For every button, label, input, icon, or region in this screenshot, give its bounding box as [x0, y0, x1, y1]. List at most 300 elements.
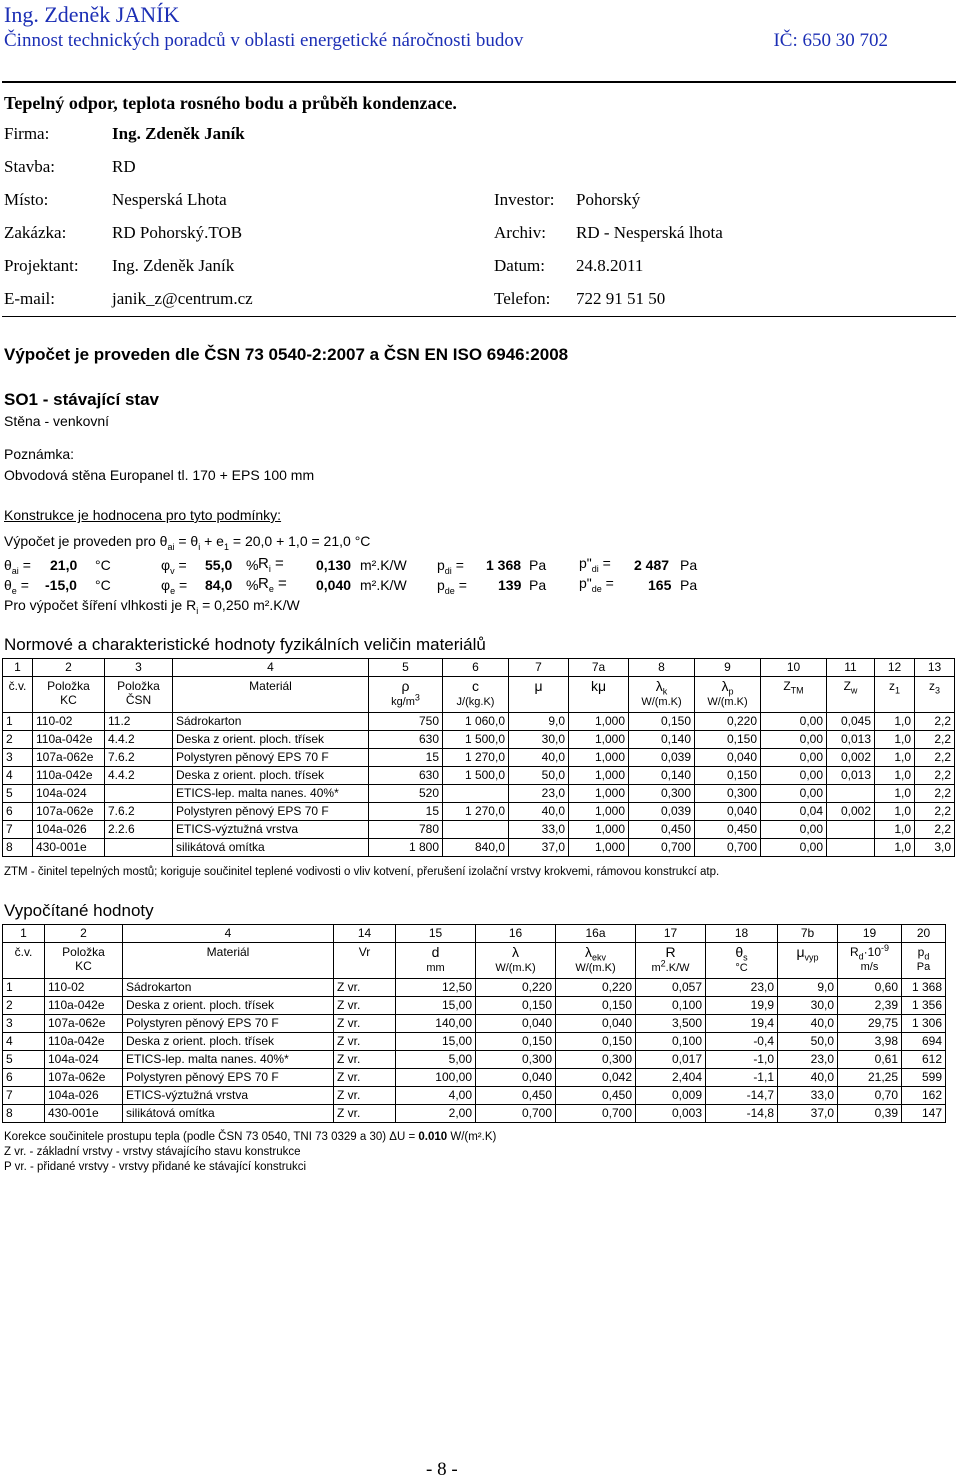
materials-cell-z-w: 0,002: [827, 749, 875, 767]
computed-cell-lambda-ekv: 0,040: [556, 1015, 636, 1033]
computed-cell-lambda: 0,150: [476, 1033, 556, 1051]
computed-cell-pd: 612: [902, 1051, 946, 1069]
phi-v-unit: %: [246, 557, 259, 573]
table-row: [3, 803, 955, 821]
materials-cell-mu: 23,0: [509, 785, 569, 803]
computed-colnum: 15: [396, 925, 476, 943]
materials-colnum: 13: [915, 659, 955, 677]
conditions-text-3: + e: [200, 533, 224, 549]
p-sat-di-label: $p"_{di}$ =: [579, 555, 611, 574]
conditions-sub-i: i: [198, 541, 201, 552]
computed-cell-theta-s: 23,0: [706, 979, 778, 997]
computed-cell-thickness: 100,00: [396, 1069, 476, 1087]
computed-cell-theta-s: -0,4: [706, 1033, 778, 1051]
materials-colnum: 7: [509, 659, 569, 677]
computed-colnum: 2: [45, 925, 123, 943]
document-title: Tepelný odpor, teplota rosného bodu a průběh kondenzace.: [4, 93, 457, 113]
computed-cell-lambda-ekv: 0,220: [556, 979, 636, 997]
p-sat-di-unit: Pa: [680, 557, 698, 573]
materials-cell-z-tm: 0,00: [761, 839, 827, 857]
misto-label: Místo:: [4, 190, 49, 209]
materials-cell-material: Sádrokarton: [173, 713, 369, 731]
computed-cell-resistance: 3,500: [636, 1015, 706, 1033]
materials-cell-layer-no: 2: [3, 731, 33, 749]
comp-hdr-lambda: λ W/(m.K): [476, 943, 556, 979]
table-row: [3, 839, 955, 857]
info-rule: [2, 316, 956, 317]
materials-cell-density: 1 800: [369, 839, 443, 857]
materials-colnum: 9: [695, 659, 761, 677]
stavba-label: Stavba:: [4, 157, 55, 176]
conditions-heading: Konstrukce je hodnocena pro tyto podmínky:: [4, 507, 282, 523]
materials-cell-lambda-p: 0,700: [695, 839, 761, 857]
stavba-value: RD: [112, 157, 136, 176]
construction-code: SO1 - stávající stav: [4, 390, 159, 409]
computed-cell-layer-type: Z vr.: [334, 1105, 396, 1123]
comp-hdr-cv: č.v.: [3, 943, 45, 979]
materials-cell-z3: 2,2: [915, 767, 955, 785]
computed-cell-mu-vyp: 40,0: [778, 1069, 838, 1087]
computed-cell-item-kc: 104a-024: [45, 1051, 123, 1069]
table-row: [3, 1051, 946, 1069]
materials-cell-layer-no: 4: [3, 767, 33, 785]
materials-cell-lambda-p: 0,040: [695, 749, 761, 767]
computed-cell-mu-vyp: 37,0: [778, 1105, 838, 1123]
table-row: [3, 1105, 946, 1123]
computed-cell-thickness: 4,00: [396, 1087, 476, 1105]
materials-cell-mu: 40,0: [509, 803, 569, 821]
materials-cell-heat-capacity: 840,0: [443, 839, 509, 857]
materials-cell-material: ETICS-lep. malta nanes. 40%*: [173, 785, 369, 803]
materials-cell-lambda-p: 0,220: [695, 713, 761, 731]
phi-e-label: $\varphi_e$ =: [161, 577, 188, 596]
mat-hdr-lambda-k: $\lambda_k$ W/(m.K): [629, 677, 695, 713]
materials-cell-k-mu: 1,000: [569, 785, 629, 803]
materials-cell-z-w: [827, 785, 875, 803]
table-row: [3, 713, 955, 731]
materials-cell-item-kc: 110a-042e: [33, 731, 105, 749]
materials-cell-item-kc: 104a-024: [33, 785, 105, 803]
theta-e-label: $\theta_e$ =: [4, 577, 29, 596]
materials-cell-z-w: [827, 821, 875, 839]
computed-cell-item-kc: 110-02: [45, 979, 123, 997]
computed-cell-rd: 3,98: [838, 1033, 902, 1051]
materials-cell-z3: 3,0: [915, 839, 955, 857]
materials-cell-item-kc: 104a-026: [33, 821, 105, 839]
computed-cell-lambda: 0,040: [476, 1015, 556, 1033]
computed-cell-material: Deska z orient. ploch. třísek: [123, 1033, 334, 1051]
computed-cell-rd: 2,39: [838, 997, 902, 1015]
misto-value: Nesperská Lhota: [112, 190, 227, 209]
materials-cell-item-kc: 430-001e: [33, 839, 105, 857]
materials-cell-lambda-p: 0,150: [695, 767, 761, 785]
materials-colnum: 7a: [569, 659, 629, 677]
z-vr-note: Z vr. - základní vrstvy - vrstvy stávajícího stavu konstrukce: [4, 1146, 301, 1158]
computed-cell-layer-type: Z vr.: [334, 1033, 396, 1051]
materials-cell-item-csn: [105, 785, 173, 803]
r-e-value: 0,040: [316, 577, 352, 593]
materials-cell-k-mu: 1,000: [569, 713, 629, 731]
computed-cell-thickness: 140,00: [396, 1015, 476, 1033]
materials-cell-item-kc: 107a-062e: [33, 803, 105, 821]
materials-cell-k-mu: 1,000: [569, 767, 629, 785]
materials-cell-z3: 2,2: [915, 749, 955, 767]
datum-label: Datum:: [494, 256, 545, 275]
materials-cell-z3: 2,2: [915, 731, 955, 749]
mat-hdr-zw: $Z_w$: [827, 677, 875, 713]
computed-cell-layer-no: 7: [3, 1087, 45, 1105]
comp-hdr-mu-vyp: $\mu_{vyp}$: [778, 943, 838, 979]
p-di-label: $p_{di}$ =: [437, 557, 464, 576]
materials-cell-layer-no: 6: [3, 803, 33, 821]
comp-hdr-r: R $m^2.K/W$: [636, 943, 706, 979]
computed-cell-item-kc: 104a-026: [45, 1087, 123, 1105]
materials-cell-z3: 2,2: [915, 713, 955, 731]
materials-cell-density: 630: [369, 767, 443, 785]
correction-text: Korekce součinitele prostupu tepla (podle ČSN 73 0540, TNI 73 0329 a 30) ΔU =: [4, 1131, 419, 1143]
computed-cell-mu-vyp: 30,0: [778, 997, 838, 1015]
materials-cell-material: Polystyren pěnový EPS 70 F: [173, 749, 369, 767]
materials-cell-heat-capacity: 1 270,0: [443, 803, 509, 821]
table-row: [3, 1069, 946, 1087]
table-row: [3, 821, 955, 839]
computed-cell-layer-no: 4: [3, 1033, 45, 1051]
computed-cell-layer-type: Z vr.: [334, 1069, 396, 1087]
computed-cell-mu-vyp: 23,0: [778, 1051, 838, 1069]
theta-ai-row: $\theta_{ai}$ =: [4, 557, 31, 576]
computed-cell-rd: 0,61: [838, 1051, 902, 1069]
materials-cell-material: ETICS-výztužná vrstva: [173, 821, 369, 839]
correction-value: 0.010: [418, 1131, 448, 1143]
p-sat-de-label: $p"_{de}$ =: [579, 575, 614, 594]
email-label: E-mail:: [4, 289, 55, 308]
computed-colnum: 17: [636, 925, 706, 943]
r-i-label: $R_i$ =: [258, 555, 284, 574]
header-rule: [2, 81, 956, 83]
materials-colnum: 11: [827, 659, 875, 677]
materials-cell-item-csn: [105, 839, 173, 857]
materials-cell-lambda-p: 0,300: [695, 785, 761, 803]
computed-cell-theta-s: -1,0: [706, 1051, 778, 1069]
computed-cell-layer-type: Z vr.: [334, 1087, 396, 1105]
materials-cell-layer-no: 8: [3, 839, 33, 857]
computed-cell-item-kc: 107a-062e: [45, 1069, 123, 1087]
projektant-value: Ing. Zdeněk Janík: [112, 256, 235, 275]
theta-ai-unit: °C: [95, 557, 111, 573]
conditions-text-2: = θ: [174, 533, 199, 549]
computed-cell-resistance: 0,100: [636, 1033, 706, 1051]
materials-cell-lambda-p: 0,450: [695, 821, 761, 839]
materials-cell-mu: 37,0: [509, 839, 569, 857]
computed-cell-mu-vyp: 9,0: [778, 979, 838, 997]
materials-cell-z3: 2,2: [915, 821, 955, 839]
materials-cell-z-w: 0,013: [827, 767, 875, 785]
computed-colnum: 1: [3, 925, 45, 943]
projektant-label: Projektant:: [4, 256, 79, 275]
page-number: - 8 -: [426, 1459, 458, 1480]
mat-hdr-lambda-p: $\lambda_p$ W/(m.K): [695, 677, 761, 713]
computed-cell-theta-s: 19,9: [706, 997, 778, 1015]
materials-cell-item-csn: 11.2: [105, 713, 173, 731]
materials-cell-lambda-k: 0,140: [629, 767, 695, 785]
computed-cell-lambda-ekv: 0,150: [556, 997, 636, 1015]
zakazka-value: RD Pohorský.TOB: [112, 223, 243, 242]
materials-cell-z-w: 0,002: [827, 803, 875, 821]
computed-cell-lambda-ekv: 0,042: [556, 1069, 636, 1087]
materials-cell-z-tm: 0,00: [761, 821, 827, 839]
computed-cell-mu-vyp: 50,0: [778, 1033, 838, 1051]
computed-cell-item-kc: 110a-042e: [45, 1033, 123, 1051]
computed-cell-lambda-ekv: 0,450: [556, 1087, 636, 1105]
computed-cell-lambda: 0,150: [476, 997, 556, 1015]
author-ico: IČ: 650 30 702: [773, 30, 888, 51]
materials-cell-mu: 40,0: [509, 749, 569, 767]
materials-cell-k-mu: 1,000: [569, 839, 629, 857]
materials-cell-lambda-k: 0,150: [629, 713, 695, 731]
materials-cell-z1: 1,0: [875, 839, 915, 857]
comp-hdr-theta: $\theta_s$ °C: [706, 943, 778, 979]
computed-cell-pd: 1 356: [902, 997, 946, 1015]
materials-cell-item-kc: 107a-062e: [33, 749, 105, 767]
materials-cell-density: 750: [369, 713, 443, 731]
table-row: [3, 1033, 946, 1051]
phi-e-unit: %: [246, 577, 259, 593]
conditions-text-4: = 20,0 + 1,0 = 21,0 °C: [228, 533, 371, 549]
investor-label: Investor:: [494, 190, 555, 209]
p-vr-note: P vr. - přidané vrstvy - vrstvy přidané ke stávající konstrukci: [4, 1161, 307, 1173]
computed-cell-theta-s: 19,4: [706, 1015, 778, 1033]
p-de-label: $p_{de}$ =: [437, 577, 467, 596]
computed-cell-rd: 0,70: [838, 1087, 902, 1105]
computed-colnum: 7b: [778, 925, 838, 943]
construction-type: Stěna - venkovní: [4, 413, 110, 429]
materials-cell-lambda-k: 0,300: [629, 785, 695, 803]
materials-cell-material: Deska z orient. ploch. třísek: [173, 731, 369, 749]
mat-hdr-cv: č.v.: [3, 677, 33, 713]
materials-cell-z-tm: 0,00: [761, 749, 827, 767]
computed-cell-thickness: 2,00: [396, 1105, 476, 1123]
computed-cell-layer-no: 3: [3, 1015, 45, 1033]
computed-cell-pd: 694: [902, 1033, 946, 1051]
materials-colnum: 6: [443, 659, 509, 677]
materials-cell-lambda-k: 0,039: [629, 803, 695, 821]
table-row: [3, 979, 946, 997]
vapour-text: Pro výpočet šíření vlhkosti je R: [4, 597, 197, 613]
mat-hdr-z3: $z_3$: [915, 677, 955, 713]
materials-cell-mu: 9,0: [509, 713, 569, 731]
table-row: [3, 749, 955, 767]
archiv-value: RD - Nesperská lhota: [576, 223, 723, 242]
materials-cell-material: Polystyren pěnový EPS 70 F: [173, 803, 369, 821]
conditions-sub-1: 1: [223, 541, 229, 552]
mat-hdr-ztm: $Z_{TM}$: [761, 677, 827, 713]
computed-cell-material: Deska z orient. ploch. třísek: [123, 997, 334, 1015]
r-i-unit: m².K/W: [360, 557, 407, 573]
p-sat-di-value: 2 487: [634, 557, 670, 573]
table-row: [3, 1087, 946, 1105]
computed-cell-thickness: 15,00: [396, 1033, 476, 1051]
computed-cell-layer-type: Z vr.: [334, 1015, 396, 1033]
materials-cell-item-csn: 4.4.2: [105, 767, 173, 785]
computed-cell-rd: 29,75: [838, 1015, 902, 1033]
materials-colnum: 12: [875, 659, 915, 677]
computed-column-numbers: [3, 925, 946, 943]
materials-heading: Normové a charakteristické hodnoty fyzikálních veličin materiálů: [4, 635, 486, 654]
computed-cell-layer-no: 5: [3, 1051, 45, 1069]
mat-hdr-kc: Položka KC: [33, 677, 105, 713]
ztm-note: ZTM - činitel tepelných mostů; koriguje součinitel teplené vodivosti o vliv kotvení, přerušení izolační vrstvy krokvemi, rámovou konstrukcí atp.: [4, 866, 720, 878]
r-e-label: $R_e$ =: [258, 575, 287, 594]
computed-cell-thickness: 12,50: [396, 979, 476, 997]
computed-cell-pd: 162: [902, 1087, 946, 1105]
phi-v-label: $\varphi_v$ =: [161, 557, 187, 576]
computed-cell-material: ETICS-výztužná vrstva: [123, 1087, 334, 1105]
mat-hdr-kmu: kμ: [569, 677, 629, 713]
materials-colnum: 1: [3, 659, 33, 677]
computed-cell-mu-vyp: 40,0: [778, 1015, 838, 1033]
materials-cell-lambda-k: 0,700: [629, 839, 695, 857]
computed-colnum: 19: [838, 925, 902, 943]
computed-cell-pd: 147: [902, 1105, 946, 1123]
firma-value: Ing. Zdeněk Janík: [112, 124, 245, 143]
computed-cell-theta-s: -14,7: [706, 1087, 778, 1105]
materials-colnum: 4: [173, 659, 369, 677]
materials-cell-item-csn: 7.6.2: [105, 803, 173, 821]
materials-cell-density: 630: [369, 731, 443, 749]
correction-note: [4, 1131, 496, 1143]
conditions-formula: [4, 533, 371, 552]
materials-cell-layer-no: 7: [3, 821, 33, 839]
zakazka-label: Zakázka:: [4, 223, 67, 242]
p-sat-de-unit: Pa: [680, 577, 698, 593]
computed-table: [2, 924, 946, 1123]
conditions-sub-ai: ai: [167, 541, 175, 552]
materials-cell-heat-capacity: [443, 821, 509, 839]
note-text: Obvodová stěna Europanel tl. 170 + EPS 100 mm: [4, 467, 315, 483]
materials-cell-mu: 33,0: [509, 821, 569, 839]
comp-hdr-d: d mm: [396, 943, 476, 979]
materials-cell-z-tm: 0,00: [761, 731, 827, 749]
computed-cell-material: Sádrokarton: [123, 979, 334, 997]
materials-cell-z3: 2,2: [915, 785, 955, 803]
materials-cell-z-w: 0,013: [827, 731, 875, 749]
materials-cell-k-mu: 1,000: [569, 821, 629, 839]
datum-value: 24.8.2011: [576, 256, 644, 275]
vapour-resistance-line: [4, 597, 300, 616]
table-row: [3, 767, 955, 785]
telefon-value: 722 91 51 50: [576, 289, 666, 308]
computed-cell-lambda: 0,040: [476, 1069, 556, 1087]
materials-colnum: 3: [105, 659, 173, 677]
p-di-unit: Pa: [529, 557, 547, 573]
comp-hdr-kc: Položka KC: [45, 943, 123, 979]
archiv-label: Archiv:: [494, 223, 546, 242]
materials-colnum: 10: [761, 659, 827, 677]
table-row: [3, 785, 955, 803]
computed-cell-theta-s: -1,1: [706, 1069, 778, 1087]
materials-cell-z1: 1,0: [875, 803, 915, 821]
p-de-unit: Pa: [529, 577, 547, 593]
computed-cell-thickness: 5,00: [396, 1051, 476, 1069]
materials-table: [2, 658, 955, 857]
computed-cell-layer-no: 6: [3, 1069, 45, 1087]
computed-cell-lambda: 0,450: [476, 1087, 556, 1105]
materials-cell-z1: 1,0: [875, 713, 915, 731]
computed-cell-mu-vyp: 33,0: [778, 1087, 838, 1105]
materials-cell-z-tm: 0,00: [761, 713, 827, 731]
computed-cell-layer-no: 8: [3, 1105, 45, 1123]
materials-cell-heat-capacity: 1 500,0: [443, 731, 509, 749]
vapour-sub: i: [196, 605, 199, 616]
telefon-label: Telefon:: [494, 289, 551, 308]
mat-hdr-mu: μ: [509, 677, 569, 713]
computed-cell-lambda: 0,700: [476, 1105, 556, 1123]
mat-hdr-z1: $z_1$: [875, 677, 915, 713]
note-label: Poznámka:: [4, 446, 75, 462]
materials-cell-mu: 50,0: [509, 767, 569, 785]
materials-cell-heat-capacity: 1 060,0: [443, 713, 509, 731]
materials-cell-heat-capacity: [443, 785, 509, 803]
computed-cell-layer-type: Z vr.: [334, 979, 396, 997]
conditions-text: Výpočet je proveden pro θ: [4, 533, 168, 549]
computed-cell-item-kc: 107a-062e: [45, 1015, 123, 1033]
materials-cell-mu: 30,0: [509, 731, 569, 749]
materials-cell-density: 780: [369, 821, 443, 839]
author-name: Ing. Zdeněk JANÍK: [4, 2, 180, 27]
computed-cell-pd: 599: [902, 1069, 946, 1087]
computed-cell-material: silikátová omítka: [123, 1105, 334, 1123]
author-activity: Činnost technických poradců v oblasti energetické náročnosti budov: [4, 30, 524, 51]
computed-cell-lambda-ekv: 0,150: [556, 1033, 636, 1051]
computed-cell-pd: 1 368: [902, 979, 946, 997]
table-row: [3, 731, 955, 749]
materials-colnum: 5: [369, 659, 443, 677]
materials-cell-density: 520: [369, 785, 443, 803]
materials-cell-item-kc: 110-02: [33, 713, 105, 731]
theta-e-unit: °C: [95, 577, 111, 593]
computed-cell-resistance: 0,009: [636, 1087, 706, 1105]
computed-cell-lambda: 0,220: [476, 979, 556, 997]
materials-cell-k-mu: 1,000: [569, 803, 629, 821]
materials-cell-density: 15: [369, 803, 443, 821]
materials-cell-lambda-k: 0,450: [629, 821, 695, 839]
materials-cell-item-csn: 7.6.2: [105, 749, 173, 767]
computed-heading: Vypočítané hodnoty: [4, 901, 154, 920]
materials-cell-item-kc: 110a-042e: [33, 767, 105, 785]
computed-cell-pd: 1 306: [902, 1015, 946, 1033]
computed-colnum: 16: [476, 925, 556, 943]
computed-colnum: 14: [334, 925, 396, 943]
computed-cell-rd: 0,60: [838, 979, 902, 997]
computed-cell-layer-no: 2: [3, 997, 45, 1015]
comp-hdr-pd: $p_d$ Pa: [902, 943, 946, 979]
materials-cell-z1: 1,0: [875, 731, 915, 749]
table-row: [3, 1015, 946, 1033]
materials-cell-lambda-k: 0,039: [629, 749, 695, 767]
materials-cell-material: Deska z orient. ploch. třísek: [173, 767, 369, 785]
comp-hdr-vr: Vr: [334, 943, 396, 979]
materials-colnum: 2: [33, 659, 105, 677]
materials-cell-layer-no: 5: [3, 785, 33, 803]
comp-hdr-material: Materiál: [123, 943, 334, 979]
materials-cell-z-tm: 0,00: [761, 767, 827, 785]
computed-cell-lambda: 0,300: [476, 1051, 556, 1069]
computed-cell-layer-type: Z vr.: [334, 997, 396, 1015]
mat-hdr-csn: Položka ČSN: [105, 677, 173, 713]
materials-header-row: [3, 677, 955, 713]
computed-cell-lambda-ekv: 0,300: [556, 1051, 636, 1069]
materials-colnum: 8: [629, 659, 695, 677]
